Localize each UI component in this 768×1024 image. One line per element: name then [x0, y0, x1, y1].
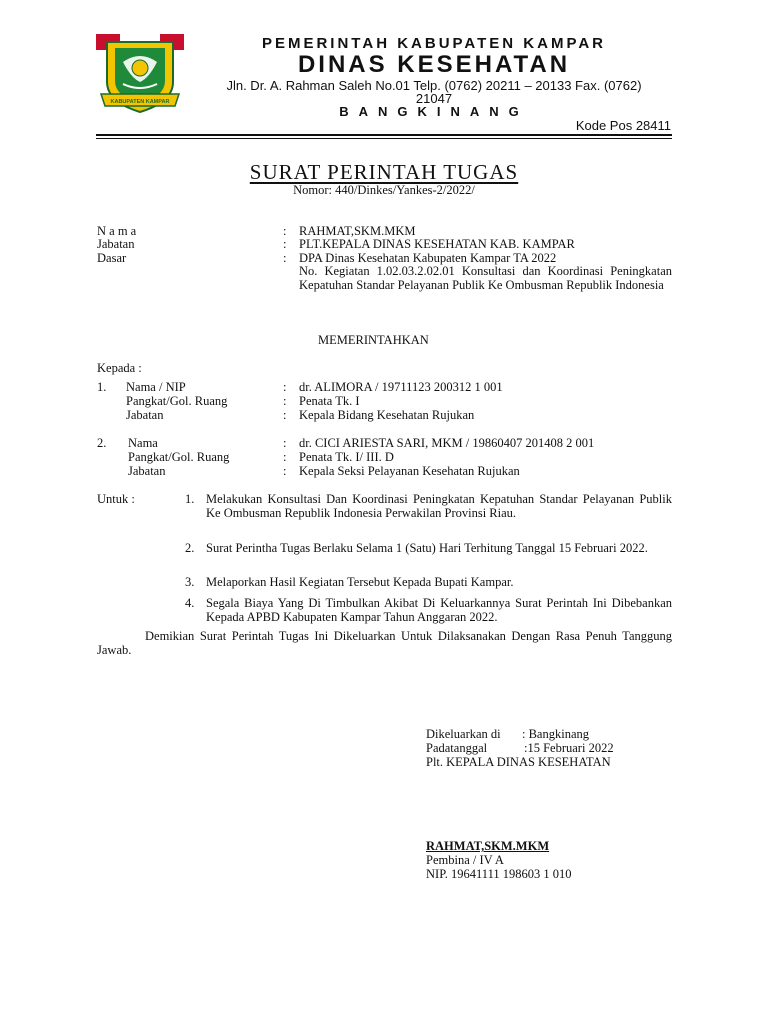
field-value-nama: RAHMAT,SKM.MKM	[299, 224, 416, 238]
personnel-position-label: Jabatan	[128, 464, 166, 478]
personnel-index: 1.	[97, 380, 107, 394]
field-colon: :	[283, 464, 287, 478]
field-colon: :	[283, 436, 287, 450]
personnel-name-value: dr. ALIMORA / 19711123 200312 1 001	[299, 380, 503, 394]
field-colon: :	[283, 450, 287, 464]
department-name: DINAS KESEHATAN	[297, 51, 571, 78]
document-title-text: SURAT PERINTAH TUGAS	[249, 160, 519, 184]
field-colon: :	[283, 237, 287, 251]
field-label-dasar: Dasar	[97, 251, 127, 265]
dasar-detail: No. Kegiatan 1.02.03.2.02.01 Konsultasi dan Koordinasi Peningkatan Kepatuhan Standar Pelayanan Publik Ke Ombusman Republik Indonesia	[299, 264, 672, 292]
closing-paragraph: Demikian Surat Perintah Tugas Ini Dikeluarkan Untuk Dilaksanakan Dengan Rasa Penuh Tanggung Jawab.	[97, 629, 672, 657]
personnel-position-value: Kepala Bidang Kesehatan Rujukan	[299, 408, 475, 422]
untuk-item-text: Melakukan Konsultasi Dan Koordinasi Peningkatan Kepatuhan Standar Pelayanan Publik Ke Ombusman Republik Indonesia Perwakilan Provinsi Riau.	[206, 492, 672, 520]
field-colon: :	[283, 380, 287, 394]
untuk-item-number: 4.	[185, 596, 195, 610]
personnel-position-label: Jabatan	[126, 408, 164, 422]
postal-code: Kode Pos 28411	[575, 118, 671, 133]
field-label-nama: N a m a	[97, 224, 137, 238]
field-colon: :	[283, 251, 287, 265]
address-line-2: 21047	[415, 91, 453, 106]
issued-place-value: : Bangkinang	[522, 727, 590, 741]
letterhead-rule-thick	[96, 134, 672, 136]
letterhead-rule-thin	[96, 138, 672, 139]
untuk-label: Untuk :	[97, 492, 135, 506]
issued-date-value: :15 Februari 2022	[524, 741, 614, 755]
personnel-name-value: dr. CICI ARIESTA SARI, MKM / 19860407 201408 2 001	[299, 436, 595, 450]
personnel-rank-value: Penata Tk. I	[299, 394, 360, 408]
personnel-position-value: Kepala Seksi Pelayanan Kesehatan Rujukan	[299, 464, 520, 478]
signatory-name: RAHMAT,SKM.MKM	[426, 839, 550, 853]
personnel-index: 2.	[97, 436, 107, 450]
untuk-item-number: 1.	[185, 492, 195, 506]
command-heading: MEMERINTAHKAN	[318, 333, 429, 347]
document-number: Nomor: 440/Dinkes/Yankes-2/2022/	[293, 183, 475, 197]
untuk-item-number: 2.	[185, 541, 195, 555]
personnel-rank-value: Penata Tk. I/ III. D	[299, 450, 394, 464]
city-name: BANGKINANG	[339, 104, 529, 119]
untuk-item-text: Melaporkan Hasil Kegiatan Tersebut Kepada Bupati Kampar.	[206, 575, 514, 589]
issued-place-label: Dikeluarkan di	[426, 727, 501, 741]
document-title	[0, 160, 768, 185]
personnel-name-label: Nama	[128, 436, 158, 450]
field-label-jabatan: Jabatan	[97, 237, 135, 251]
logo-banner-text: KABUPATEN KAMPAR	[110, 99, 170, 105]
government-name: PEMERINTAH KABUPATEN KAMPAR	[261, 35, 607, 52]
issued-date-label: Padatanggal	[426, 741, 488, 755]
field-value-jabatan: PLT.KEPALA DINAS KESEHATAN KAB. KAMPAR	[299, 237, 575, 251]
untuk-item-number: 3.	[185, 575, 195, 589]
personnel-name-label: Nama / NIP	[126, 380, 186, 394]
untuk-item-text: Segala Biaya Yang Di Timbulkan Akibat Di Keluarkannya Surat Perintah Ini Dibebankan Kepada APBD Kabupaten Kampar Tahun Anggaran 2022.	[206, 596, 672, 624]
kepada-label: Kepada :	[97, 361, 142, 375]
field-colon: :	[283, 394, 287, 408]
address-line-1: Jln. Dr. A. Rahman Saleh No.01 Telp. (0762) 20211 – 20133 Fax. (0762)	[226, 78, 642, 93]
signatory-nip: NIP. 19641111 198603 1 010	[426, 867, 572, 881]
untuk-item-text: Surat Perintha Tugas Berlaku Selama 1 (Satu) Hari Terhitung Tanggal 15 Februari 2022.	[206, 541, 648, 555]
field-colon: :	[283, 408, 287, 422]
field-value-dasar: DPA Dinas Kesehatan Kabupaten Kampar TA 2022	[299, 251, 557, 265]
issuing-office: Plt. KEPALA DINAS KESEHATAN	[426, 755, 611, 769]
personnel-rank-label: Pangkat/Gol. Ruang	[126, 394, 228, 408]
signatory-rank: Pembina / IV A	[426, 853, 504, 867]
personnel-rank-label: Pangkat/Gol. Ruang	[128, 450, 230, 464]
field-colon: :	[283, 224, 287, 238]
